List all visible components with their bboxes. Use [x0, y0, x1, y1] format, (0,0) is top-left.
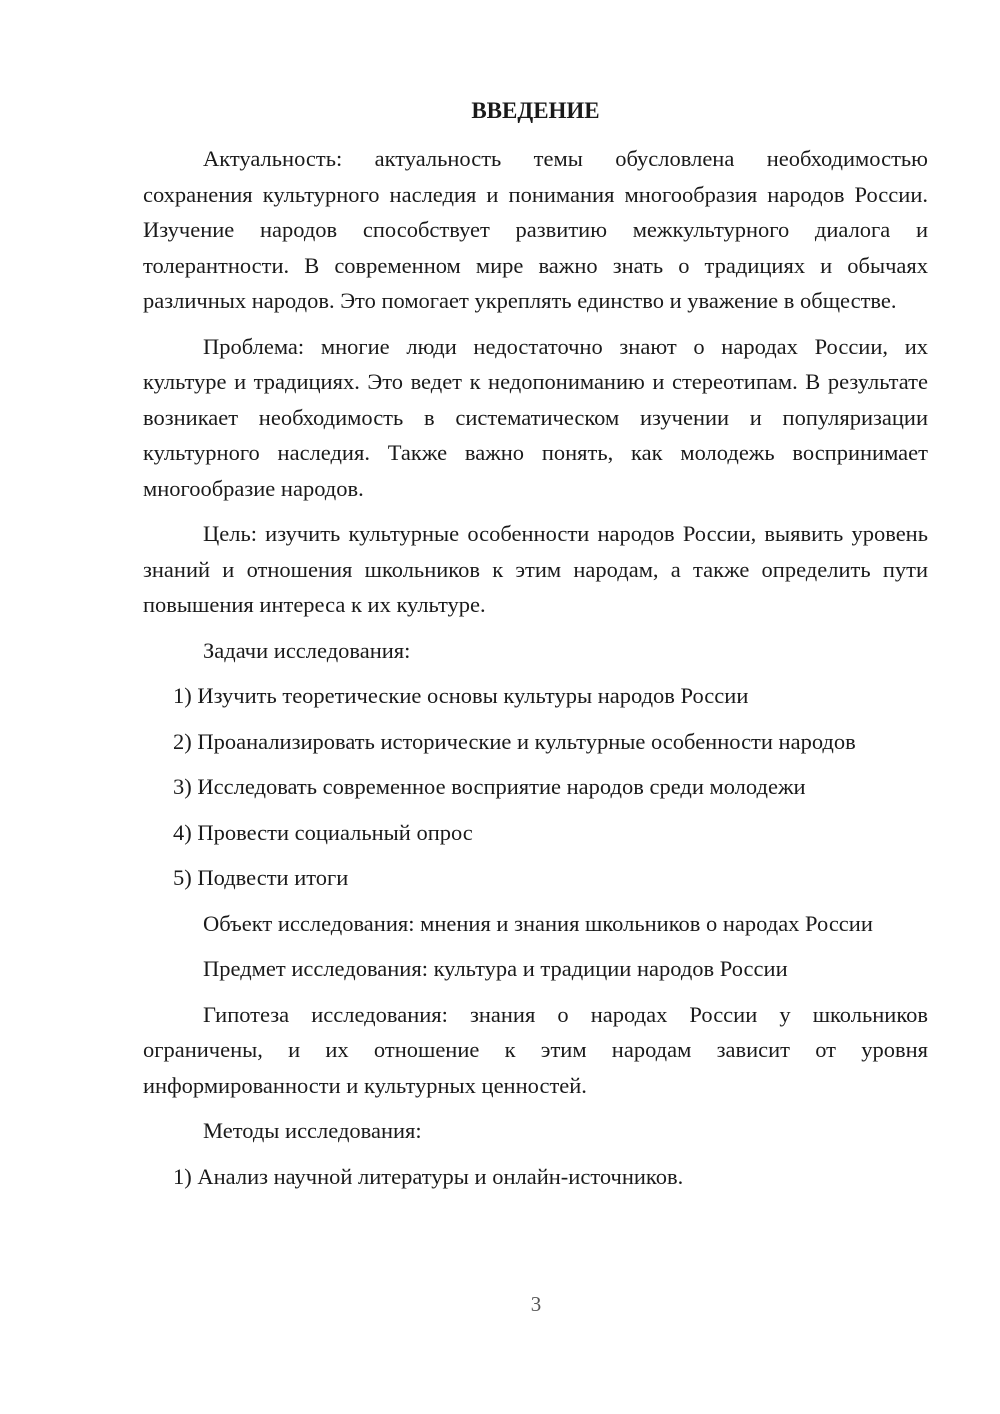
hypothesis-paragraph: Гипотеза исследования: знания о народах России у школьников ограничены, и их отношение к этим народам зависит от уровня информированности и культурных ценностей.: [143, 1001, 928, 1098]
subject-paragraph: Предмет исследования: культура и традиции народов России: [203, 956, 788, 981]
task-item: 1) Изучить теоретические основы культуры народов России: [173, 683, 749, 708]
methods-heading: Методы исследования:: [203, 1118, 422, 1143]
task-item: 3) Исследовать современное восприятие народов среди молодежи: [173, 774, 806, 799]
problem-paragraph: Проблема: многие люди недостаточно знают о народах России, их культуре и традициях. Это ведет к недопониманию и стереотипам. В результате возникает необходимость в систематическом изучении и популяризации культурного наследия. Также важно понять, как молодежь воспринимает многообразие народов.: [143, 333, 928, 501]
page-number: 3: [530, 1292, 542, 1316]
method-item: 1) Анализ научной литературы и онлайн-источников.: [173, 1163, 684, 1189]
object-paragraph: Объект исследования: мнения и знания школьников о народах России: [203, 910, 873, 936]
task-item: 2) Проанализировать исторические и культурные особенности народов: [173, 728, 856, 754]
document-body: [143, 141, 928, 1194]
goal-paragraph: Цель: изучить культурные особенности народов России, выявить уровень знаний и отношения школьников к этим народам, а также определить пути повышения интереса к их культуре.: [143, 521, 928, 617]
tasks-heading: Задачи исследования:: [203, 637, 411, 663]
relevance-paragraph: Актуальность: актуальность темы обусловлена необходимостью сохранения культурного наследия и понимания многообразия народов России. Изучение народов способствует развитию межкультурного диалога и толерантности. В современном мире важно знать о традициях и обычаях различных народов. Это помогает укреплять единство и уважение в обществе.: [143, 146, 928, 313]
page-title: ВВЕДЕНИЕ: [471, 98, 600, 123]
task-item: 5) Подвести итоги: [173, 865, 349, 890]
task-item: 4) Провести социальный опрос: [173, 819, 473, 845]
